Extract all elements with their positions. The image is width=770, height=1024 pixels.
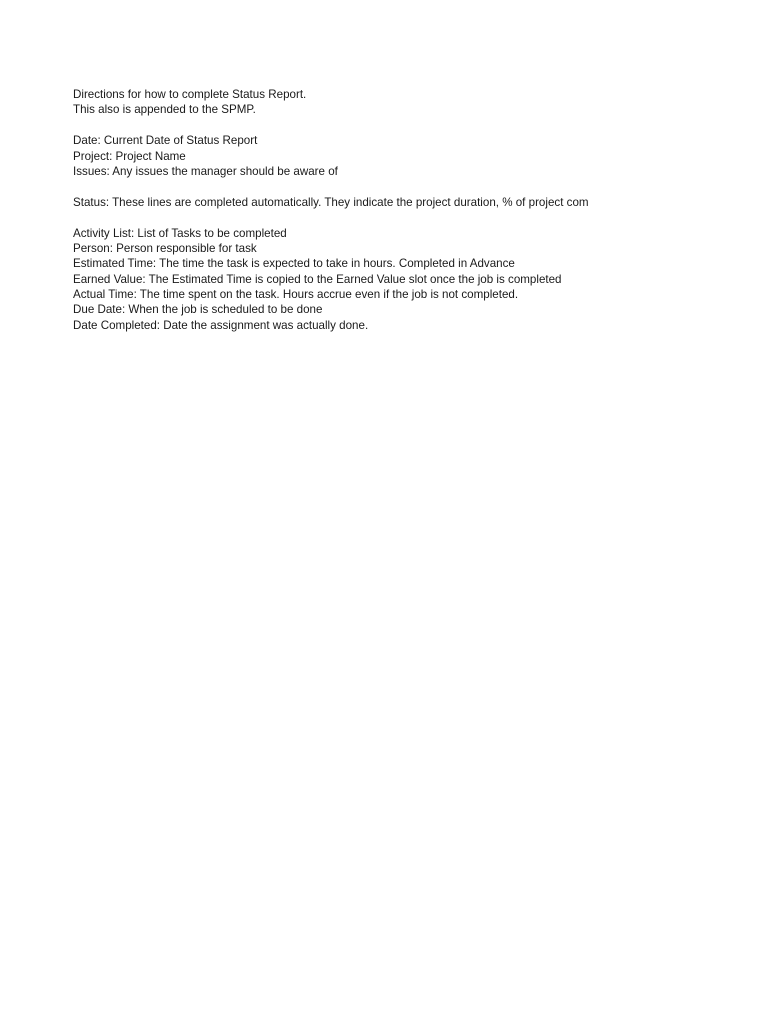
paragraph-gap bbox=[73, 118, 763, 133]
project-field-line: Project: Project Name bbox=[73, 149, 186, 163]
actual-time-definition: Actual Time: The time spent on the task. Hours accrue even if the job is not completed. bbox=[73, 288, 519, 302]
due-date-definition: Due Date: When the job is scheduled to be done bbox=[73, 303, 323, 317]
person-definition: Person: Person responsible for task bbox=[73, 241, 257, 255]
estimated-time-definition: Estimated Time: The time the task is expected to take in hours. Completed in Advance bbox=[73, 257, 515, 271]
intro-line: This also is appended to the SPMP. bbox=[73, 103, 256, 117]
document-body bbox=[73, 87, 763, 333]
date-completed-definition: Date Completed: Date the assignment was actually done. bbox=[73, 318, 369, 332]
date-field-line: Date: Current Date of Status Report bbox=[73, 134, 258, 148]
intro-line: Directions for how to complete Status Report. bbox=[73, 88, 307, 101]
issues-field-line: Issues: Any issues the manager should be aware of bbox=[73, 164, 338, 178]
paragraph-gap bbox=[73, 179, 763, 194]
earned-value-definition: Earned Value: The Estimated Time is copied to the Earned Value slot once the job is completed bbox=[73, 272, 562, 286]
activity-list-definition: Activity List: List of Tasks to be completed bbox=[73, 226, 287, 240]
status-line: Status: These lines are completed automatically. They indicate the project duration, % of project com bbox=[73, 195, 589, 209]
paragraph-gap bbox=[73, 210, 763, 225]
